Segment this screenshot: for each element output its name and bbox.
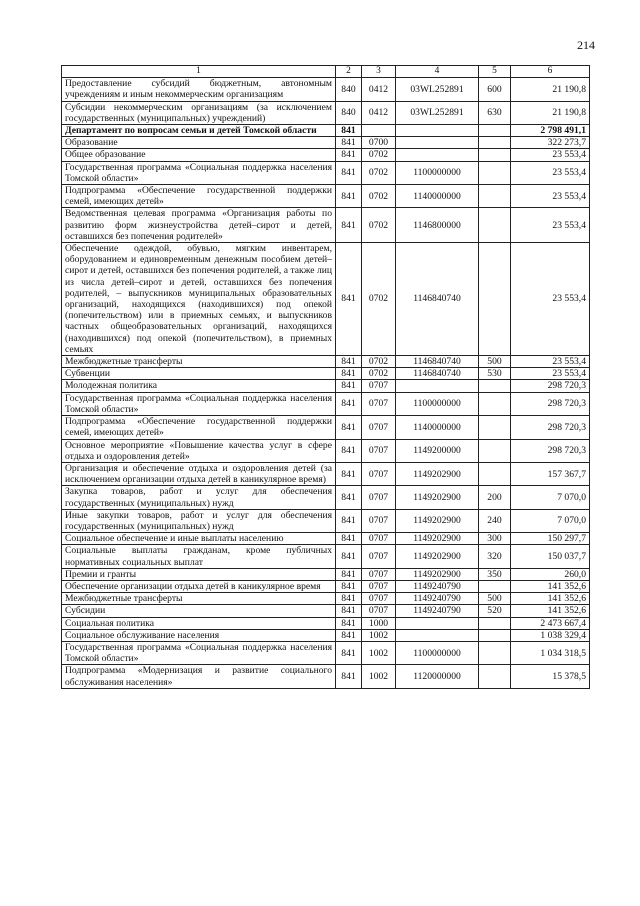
column-header: 2	[336, 66, 362, 78]
row-section-cell: 0700	[362, 137, 396, 149]
row-amount-cell: 2 798 491,1	[511, 125, 590, 137]
row-expense-type-cell	[479, 462, 511, 485]
row-target-code-cell: 1149202900	[396, 486, 479, 509]
row-expense-type-cell: 200	[479, 486, 511, 509]
row-name-cell: Ведомственная целевая программа «Организация работы по развитию форм жизнеустройства детей–сирот и детей, оставшихся без попечения родителей»	[62, 208, 336, 243]
row-amount-cell: 1 034 318,5	[511, 641, 590, 664]
table-row	[62, 356, 590, 368]
row-admin-code-cell: 841	[336, 641, 362, 664]
row-name-cell: Организация и обеспечение отдыха и оздоровления детей (за исключением организации отдыха детей в каникулярное время)	[62, 462, 336, 485]
row-admin-code-cell: 841	[336, 125, 362, 137]
row-expense-type-cell	[479, 185, 511, 208]
column-header: 1	[62, 66, 336, 78]
row-section-cell: 0702	[362, 368, 396, 380]
row-amount-cell: 260,0	[511, 568, 590, 580]
row-expense-type-cell: 520	[479, 605, 511, 617]
row-name-cell: Департамент по вопросам семьи и детей Томской области	[62, 125, 336, 137]
row-name-cell: Межбюджетные трансферты	[62, 356, 336, 368]
row-amount-cell: 21 190,8	[511, 101, 590, 124]
row-expense-type-cell: 500	[479, 593, 511, 605]
table-row	[62, 629, 590, 641]
row-amount-cell: 322 273,7	[511, 137, 590, 149]
row-section-cell: 0702	[362, 161, 396, 184]
row-target-code-cell: 1100000000	[396, 392, 479, 415]
row-expense-type-cell	[479, 161, 511, 184]
row-section-cell: 0707	[362, 605, 396, 617]
row-target-code-cell: 1100000000	[396, 161, 479, 184]
table-row	[62, 617, 590, 629]
row-target-code-cell: 1140000000	[396, 416, 479, 439]
row-amount-cell: 15 378,5	[511, 665, 590, 688]
row-expense-type-cell	[479, 137, 511, 149]
row-admin-code-cell: 841	[336, 208, 362, 243]
row-amount-cell: 7 070,0	[511, 486, 590, 509]
row-amount-cell: 141 352,6	[511, 593, 590, 605]
row-section-cell: 0702	[362, 356, 396, 368]
row-name-cell: Подпрограмма «Обеспечение государственной поддержки семей, имеющих детей»	[62, 185, 336, 208]
row-name-cell: Государственная программа «Социальная поддержка населения Томской области»	[62, 641, 336, 664]
row-admin-code-cell: 841	[336, 137, 362, 149]
row-name-cell: Молодежная политика	[62, 380, 336, 392]
row-amount-cell: 23 553,4	[511, 161, 590, 184]
column-header: 5	[479, 66, 511, 78]
row-expense-type-cell: 320	[479, 545, 511, 568]
row-target-code-cell	[396, 629, 479, 641]
table-row	[62, 641, 590, 664]
table-row	[62, 101, 590, 124]
row-target-code-cell: 1149240790	[396, 605, 479, 617]
row-section-cell: 0702	[362, 185, 396, 208]
row-admin-code-cell: 840	[336, 101, 362, 124]
table-row	[62, 380, 590, 392]
row-admin-code-cell: 841	[336, 629, 362, 641]
table-row	[62, 568, 590, 580]
row-admin-code-cell: 841	[336, 356, 362, 368]
table-row	[62, 208, 590, 243]
row-name-cell: Обеспечение одеждой, обувью, мягким инвентарем, оборудованием и единовременным денежным пособием детей–сирот и детей, оставшихся без попечения родителей, а также лиц из числа детей–сирот и детей, оставшихся без попечения родителей, – выпускников муниципальных образовательных организаций, находящихся (находившихся) под опекой (попечительством) или в приемных семьях, и выпускников частных общеобразовательных организаций, находящихся (находившихся) под опекой (попечительством), в приемных семьях	[62, 243, 336, 356]
row-amount-cell: 7 070,0	[511, 509, 590, 532]
row-section-cell: 0707	[362, 593, 396, 605]
row-target-code-cell: 1146840740	[396, 356, 479, 368]
row-name-cell: Основное мероприятие «Повышение качества услуг в сфере отдыха и оздоровления детей»	[62, 439, 336, 462]
row-name-cell: Образование	[62, 137, 336, 149]
row-section-cell: 0707	[362, 380, 396, 392]
row-name-cell: Социальные выплаты гражданам, кроме публичных нормативных социальных выплат	[62, 545, 336, 568]
row-target-code-cell	[396, 149, 479, 161]
row-admin-code-cell: 841	[336, 368, 362, 380]
row-name-cell: Общее образование	[62, 149, 336, 161]
table-header-row	[62, 66, 590, 78]
row-admin-code-cell: 841	[336, 580, 362, 592]
table-row	[62, 509, 590, 532]
row-admin-code-cell: 841	[336, 486, 362, 509]
row-target-code-cell: 03WL252891	[396, 78, 479, 101]
row-target-code-cell: 1149202900	[396, 545, 479, 568]
row-name-cell: Предоставление субсидий бюджетным, автономным учреждениям и иным некоммерческим организациям	[62, 78, 336, 101]
row-admin-code-cell: 841	[336, 509, 362, 532]
row-expense-type-cell	[479, 392, 511, 415]
row-expense-type-cell: 350	[479, 568, 511, 580]
row-amount-cell: 157 367,7	[511, 462, 590, 485]
row-name-cell: Субсидии некоммерческим организациям (за исключением государственных (муниципальных) учреждений)	[62, 101, 336, 124]
row-name-cell: Подпрограмма «Обеспечение государственной поддержки семей, имеющих детей»	[62, 416, 336, 439]
table-row	[62, 605, 590, 617]
row-target-code-cell: 1146840740	[396, 243, 479, 356]
row-admin-code-cell: 841	[336, 568, 362, 580]
row-expense-type-cell: 300	[479, 533, 511, 545]
row-target-code-cell: 03WL252891	[396, 101, 479, 124]
table-row	[62, 665, 590, 688]
row-name-cell: Социальная политика	[62, 617, 336, 629]
table-row	[62, 416, 590, 439]
row-name-cell: Премии и гранты	[62, 568, 336, 580]
row-target-code-cell: 1146800000	[396, 208, 479, 243]
row-amount-cell: 23 553,4	[511, 243, 590, 356]
page-number: 214	[577, 38, 595, 52]
row-target-code-cell: 1149240790	[396, 593, 479, 605]
table-row	[62, 392, 590, 415]
row-expense-type-cell	[479, 439, 511, 462]
row-name-cell: Иные закупки товаров, работ и услуг для обеспечения государственных (муниципальных) нужд	[62, 509, 336, 532]
table-row	[62, 161, 590, 184]
row-admin-code-cell: 841	[336, 593, 362, 605]
column-header: 6	[511, 66, 590, 78]
row-target-code-cell: 1149202900	[396, 462, 479, 485]
row-name-cell: Подпрограмма «Модернизация и развитие социального обслуживания населения»	[62, 665, 336, 688]
row-admin-code-cell: 841	[336, 392, 362, 415]
row-target-code-cell: 1149202900	[396, 533, 479, 545]
table-row	[62, 78, 590, 101]
row-expense-type-cell	[479, 416, 511, 439]
row-amount-cell: 21 190,8	[511, 78, 590, 101]
row-name-cell: Обеспечение организации отдыха детей в каникулярное время	[62, 580, 336, 592]
row-amount-cell: 298 720,3	[511, 416, 590, 439]
row-section-cell: 0707	[362, 462, 396, 485]
row-section-cell	[362, 125, 396, 137]
row-section-cell: 1002	[362, 641, 396, 664]
row-admin-code-cell: 841	[336, 605, 362, 617]
row-name-cell: Государственная программа «Социальная поддержка населения Томской области»	[62, 161, 336, 184]
table-row	[62, 149, 590, 161]
row-expense-type-cell	[479, 125, 511, 137]
row-target-code-cell	[396, 125, 479, 137]
table-row	[62, 545, 590, 568]
row-expense-type-cell: 530	[479, 368, 511, 380]
row-admin-code-cell: 840	[336, 78, 362, 101]
row-admin-code-cell: 841	[336, 617, 362, 629]
row-expense-type-cell: 600	[479, 78, 511, 101]
row-admin-code-cell: 841	[336, 161, 362, 184]
row-name-cell: Субвенции	[62, 368, 336, 380]
row-section-cell: 0707	[362, 545, 396, 568]
table-row	[62, 593, 590, 605]
row-section-cell: 0707	[362, 486, 396, 509]
row-amount-cell: 150 037,7	[511, 545, 590, 568]
row-amount-cell: 298 720,3	[511, 380, 590, 392]
row-section-cell: 0702	[362, 149, 396, 161]
row-amount-cell: 150 297,7	[511, 533, 590, 545]
table-row	[62, 486, 590, 509]
row-section-cell: 0707	[362, 568, 396, 580]
row-amount-cell: 298 720,3	[511, 392, 590, 415]
row-admin-code-cell: 841	[336, 439, 362, 462]
row-target-code-cell: 1149202900	[396, 568, 479, 580]
table-row	[62, 533, 590, 545]
row-amount-cell: 23 553,4	[511, 149, 590, 161]
row-section-cell: 1002	[362, 665, 396, 688]
row-target-code-cell: 1149200000	[396, 439, 479, 462]
row-amount-cell: 141 352,6	[511, 580, 590, 592]
row-expense-type-cell: 500	[479, 356, 511, 368]
row-section-cell: 0702	[362, 243, 396, 356]
row-admin-code-cell: 841	[336, 185, 362, 208]
row-amount-cell: 23 553,4	[511, 368, 590, 380]
row-admin-code-cell: 841	[336, 545, 362, 568]
row-section-cell: 0707	[362, 533, 396, 545]
row-amount-cell: 141 352,6	[511, 605, 590, 617]
row-amount-cell: 298 720,3	[511, 439, 590, 462]
row-amount-cell: 23 553,4	[511, 208, 590, 243]
row-expense-type-cell: 630	[479, 101, 511, 124]
row-target-code-cell: 1120000000	[396, 665, 479, 688]
row-name-cell: Социальное обслуживание населения	[62, 629, 336, 641]
row-amount-cell: 23 553,4	[511, 356, 590, 368]
row-section-cell: 0707	[362, 509, 396, 532]
table-row	[62, 439, 590, 462]
row-target-code-cell: 1149240790	[396, 580, 479, 592]
row-admin-code-cell: 841	[336, 416, 362, 439]
table-row	[62, 125, 590, 137]
row-admin-code-cell: 841	[336, 462, 362, 485]
row-admin-code-cell: 841	[336, 665, 362, 688]
row-target-code-cell: 1146840740	[396, 368, 479, 380]
row-section-cell: 0702	[362, 208, 396, 243]
row-admin-code-cell: 841	[336, 380, 362, 392]
table-row	[62, 137, 590, 149]
row-admin-code-cell: 841	[336, 533, 362, 545]
row-expense-type-cell	[479, 380, 511, 392]
row-target-code-cell: 1100000000	[396, 641, 479, 664]
row-section-cell: 1002	[362, 629, 396, 641]
table-row	[62, 368, 590, 380]
column-header: 3	[362, 66, 396, 78]
row-name-cell: Закупка товаров, работ и услуг для обеспечения государственных (муниципальных) нужд	[62, 486, 336, 509]
row-amount-cell: 2 473 667,4	[511, 617, 590, 629]
row-section-cell: 0707	[362, 580, 396, 592]
row-name-cell: Государственная программа «Социальная поддержка населения Томской области»	[62, 392, 336, 415]
budget-table	[61, 65, 590, 689]
row-expense-type-cell	[479, 580, 511, 592]
row-target-code-cell: 1140000000	[396, 185, 479, 208]
column-header: 4	[396, 66, 479, 78]
row-target-code-cell	[396, 380, 479, 392]
row-section-cell: 0707	[362, 392, 396, 415]
row-expense-type-cell	[479, 243, 511, 356]
table-row	[62, 185, 590, 208]
row-expense-type-cell: 240	[479, 509, 511, 532]
row-expense-type-cell	[479, 149, 511, 161]
row-target-code-cell: 1149202900	[396, 509, 479, 532]
row-name-cell: Социальное обеспечение и иные выплаты населению	[62, 533, 336, 545]
row-admin-code-cell: 841	[336, 243, 362, 356]
table-row	[62, 462, 590, 485]
row-name-cell: Межбюджетные трансферты	[62, 593, 336, 605]
table-row	[62, 580, 590, 592]
row-expense-type-cell	[479, 641, 511, 664]
row-section-cell: 0412	[362, 101, 396, 124]
row-admin-code-cell: 841	[336, 149, 362, 161]
row-target-code-cell	[396, 617, 479, 629]
row-section-cell: 1000	[362, 617, 396, 629]
row-amount-cell: 23 553,4	[511, 185, 590, 208]
row-expense-type-cell	[479, 629, 511, 641]
row-target-code-cell	[396, 137, 479, 149]
row-expense-type-cell	[479, 665, 511, 688]
row-section-cell: 0707	[362, 416, 396, 439]
row-name-cell: Субсидии	[62, 605, 336, 617]
row-expense-type-cell	[479, 208, 511, 243]
row-expense-type-cell	[479, 617, 511, 629]
row-section-cell: 0707	[362, 439, 396, 462]
row-amount-cell: 1 038 329,4	[511, 629, 590, 641]
table-row	[62, 243, 590, 356]
row-section-cell: 0412	[362, 78, 396, 101]
